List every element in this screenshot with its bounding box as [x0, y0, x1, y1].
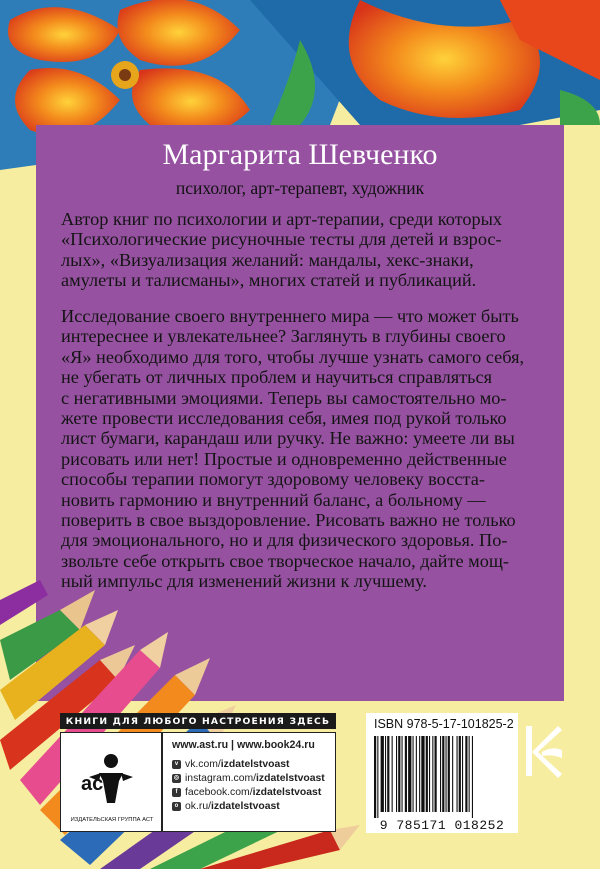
desc-line: не убегать от личных проблем и научиться справляться	[61, 367, 492, 388]
book-k-logo-icon	[522, 722, 566, 782]
publisher-logo-box	[60, 732, 162, 832]
barcode-bar	[408, 736, 411, 812]
tagline-bar: КНИГИ ДЛЯ ЛЮБОГО НАСТРОЕНИЯ ЗДЕСЬ	[60, 713, 336, 729]
barcode-bar	[457, 736, 458, 812]
barcode-bar	[435, 736, 437, 812]
desc-line: Исследование своего внутреннего мира — что может быть	[61, 306, 519, 326]
barcode-bar	[452, 736, 453, 812]
author-bio	[61, 209, 539, 291]
vk-icon: v	[172, 760, 181, 769]
bio-line: лых», «Визуализация желаний: мандалы, хекс-знаки,	[61, 249, 474, 270]
ok-icon: o	[172, 802, 181, 811]
barcode-bar	[392, 736, 393, 812]
barcode-bar	[429, 736, 430, 812]
facebook-icon: f	[172, 788, 181, 797]
desc-line: ный импульс для изменений жизни к лучшему.	[61, 571, 428, 592]
barcode-bar	[402, 736, 403, 812]
barcode-bar	[405, 736, 407, 812]
barcode-bar	[385, 736, 386, 812]
barcode-bar	[421, 736, 424, 812]
barcode-bar	[413, 736, 414, 812]
barcode-bar	[442, 736, 444, 812]
barcode-bar	[377, 736, 378, 818]
desc-line: звольте себе открыть свое творческое начало, дайте мощ-	[61, 550, 510, 571]
barcode-bar	[387, 736, 389, 812]
desc-line: рисовать или нет! Простые и одновременно действенные	[61, 448, 507, 469]
publisher-links	[162, 732, 336, 832]
desc-line: для эмоционального, но и для физического здоровья. По-	[61, 530, 508, 551]
websites-text[interactable]: www.ast.ru | www.book24.ru	[172, 739, 315, 751]
social-link-instagram[interactable]: ◎ instagram.com/ izdatelstvoast	[173, 773, 325, 784]
publisher-caption: ИЗДАТЕЛЬСКАЯ ГРУППА АСТ	[70, 817, 154, 823]
barcode-bar	[448, 736, 450, 812]
author-name: Маргарита Шевченко	[162, 138, 438, 171]
author-role: психолог, арт-терапевт, художник	[175, 178, 425, 198]
bio-line: Автор книг по психологии и арт-терапии, среди которых	[61, 209, 503, 229]
bio-line: амулеты и талисманы», многих статей и публикаций.	[61, 270, 477, 291]
barcode-bar	[426, 736, 428, 812]
social-link-facebook[interactable]: f facebook.com/ izdatelstvoast	[172, 787, 321, 798]
barcode-bar	[398, 736, 400, 812]
barcode-icon	[372, 736, 512, 818]
book-description	[61, 306, 539, 592]
barcode-bar	[465, 736, 467, 812]
barcode-bar	[396, 736, 397, 812]
desc-line: лист бумаги, карандаш или ручку. Не важно: умеете ли вы	[61, 428, 515, 449]
barcode-bar	[462, 736, 463, 812]
instagram-icon: ◎	[173, 775, 180, 781]
desc-line: поверить в свое выздоровление. Рисовать важно не только	[61, 510, 516, 531]
barcode-bar	[440, 736, 441, 812]
barcode-bar	[374, 736, 376, 818]
desc-line: новить гармонию и внутренний баланс, а больному —	[61, 489, 486, 510]
bio-line: «Психологические рисуночные тесты для детей и взрос-	[61, 229, 502, 250]
desc-line: интереснее и увлекательнее? Заглянуть в глубины своего	[61, 326, 506, 347]
barcode-bar	[416, 736, 417, 812]
barcode-bar	[459, 736, 461, 812]
barcode-bar	[472, 736, 473, 818]
barcode-number: 9 785171 018252	[379, 818, 505, 833]
publisher-logo-text: аст	[81, 773, 114, 795]
desc-line: жете провести исследования себя, имея под рукой только	[61, 408, 507, 429]
desc-line: способы терапии помогут здоровому человеку восста-	[61, 469, 485, 490]
social-link-vk[interactable]: v vk.com/ izdatelstvoast	[172, 759, 290, 770]
isbn-text: ISBN 978-5-17-101825-2	[374, 717, 514, 731]
desc-line: с негативными эмоциями. Теперь вы самостоятельно мо-	[61, 387, 507, 408]
barcode-bar	[432, 736, 433, 812]
barcode-bar	[419, 736, 420, 812]
barcode-bar	[469, 736, 470, 812]
social-link-ok[interactable]: o ok.ru/ izdatelstvoast	[172, 801, 280, 812]
barcode-bar	[381, 736, 384, 812]
desc-line: «Я» необходимо для того, чтобы лучше узнать самого себя,	[61, 346, 525, 367]
barcode-bar	[446, 736, 447, 812]
